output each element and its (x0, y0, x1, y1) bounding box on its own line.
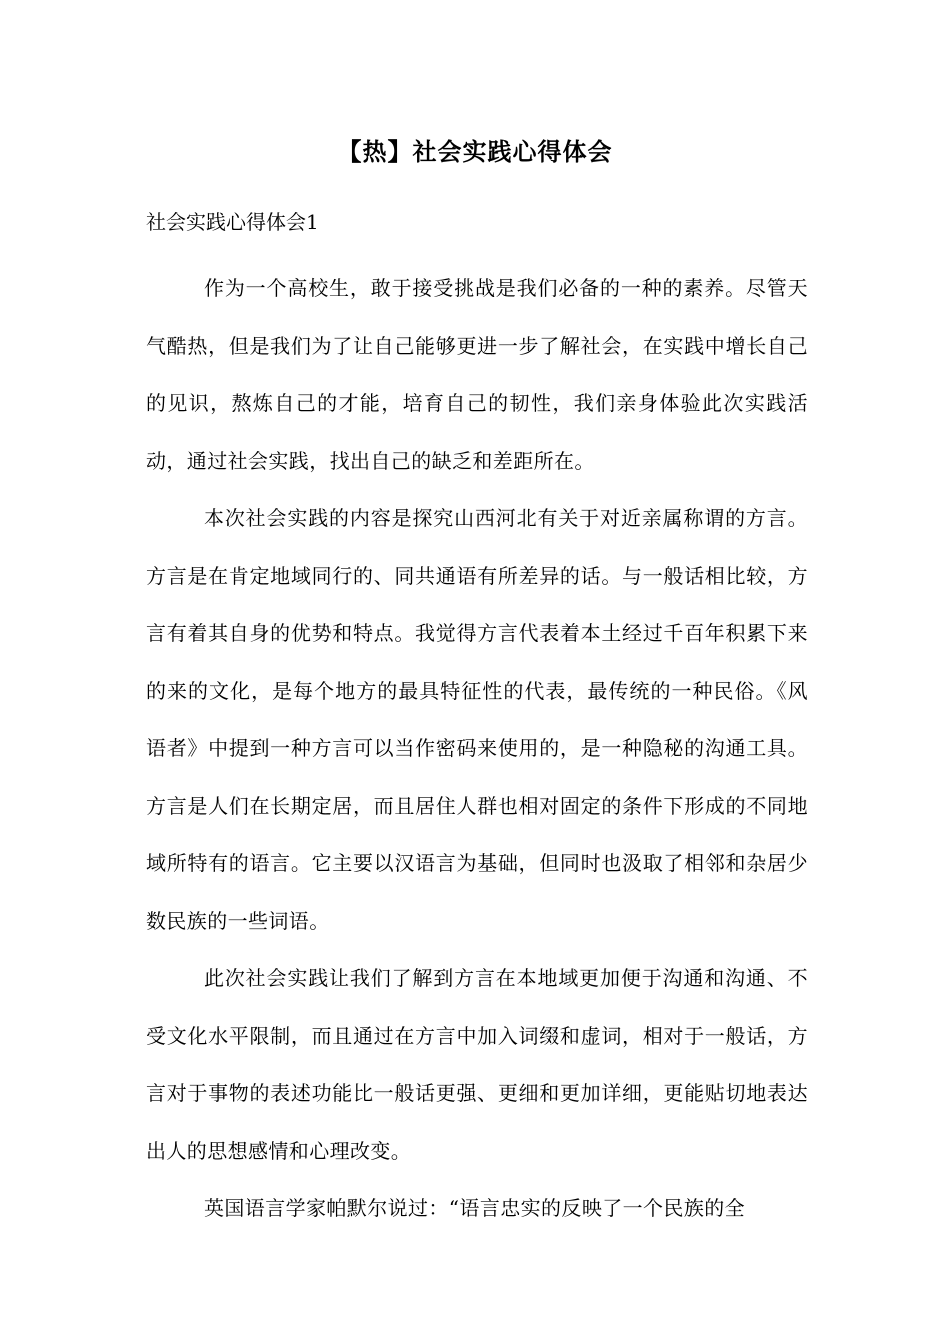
paragraph: 作为一个高校生，敢于接受挑战是我们必备的一种的素养。尽管天气酷热，但是我们为了让自己能够更进一步了解社会，在实践中增长自己的见识，熬炼自己的才能，培育自己的韧性，我们亲身体验此次实践活动，通过社会实践，找出自己的缺乏和差距所在。 (146, 276, 808, 473)
document-title: 【热】社会实践心得体会 (337, 137, 613, 166)
paragraph: 此次社会实践让我们了解到方言在本地域更加便于沟通和沟通、不受文化水平限制，而且通过在方言中加入词缀和虚词，相对于一般话，方言对于事物的表述功能比一般话更强、更细和更加详细，更能贴切地表达出人的思想感情和心理改变。 (146, 966, 808, 1163)
section-heading: 社会实践心得体会1 (146, 210, 319, 234)
paragraph: 本次社会实践的内容是探究山西河北有关于对近亲属称谓的方言。方言是在肯定地域同行的、同共通语有所差异的话。与一般话相比较，方言有着其自身的优势和特点。我觉得方言代表着本土经过千百年积累下来的来的文化，是每个地方的最具特征性的代表，最传统的一种民俗。《风语者》中提到一种方言可以当作密码来使用的，是一种隐秘的沟通工具。方言是人们在长期定居，而且居住人群也相对固定的条件下形成的不同地域所特有的语言。它主要以汉语言为基础，但同时也汲取了相邻和杂居少数民族的一些词语。 (146, 506, 808, 933)
document-body (146, 260, 808, 1238)
paragraph: 英国语言学家帕默尔说过：“语言忠实的反映了一个民族的全 (204, 1196, 746, 1220)
